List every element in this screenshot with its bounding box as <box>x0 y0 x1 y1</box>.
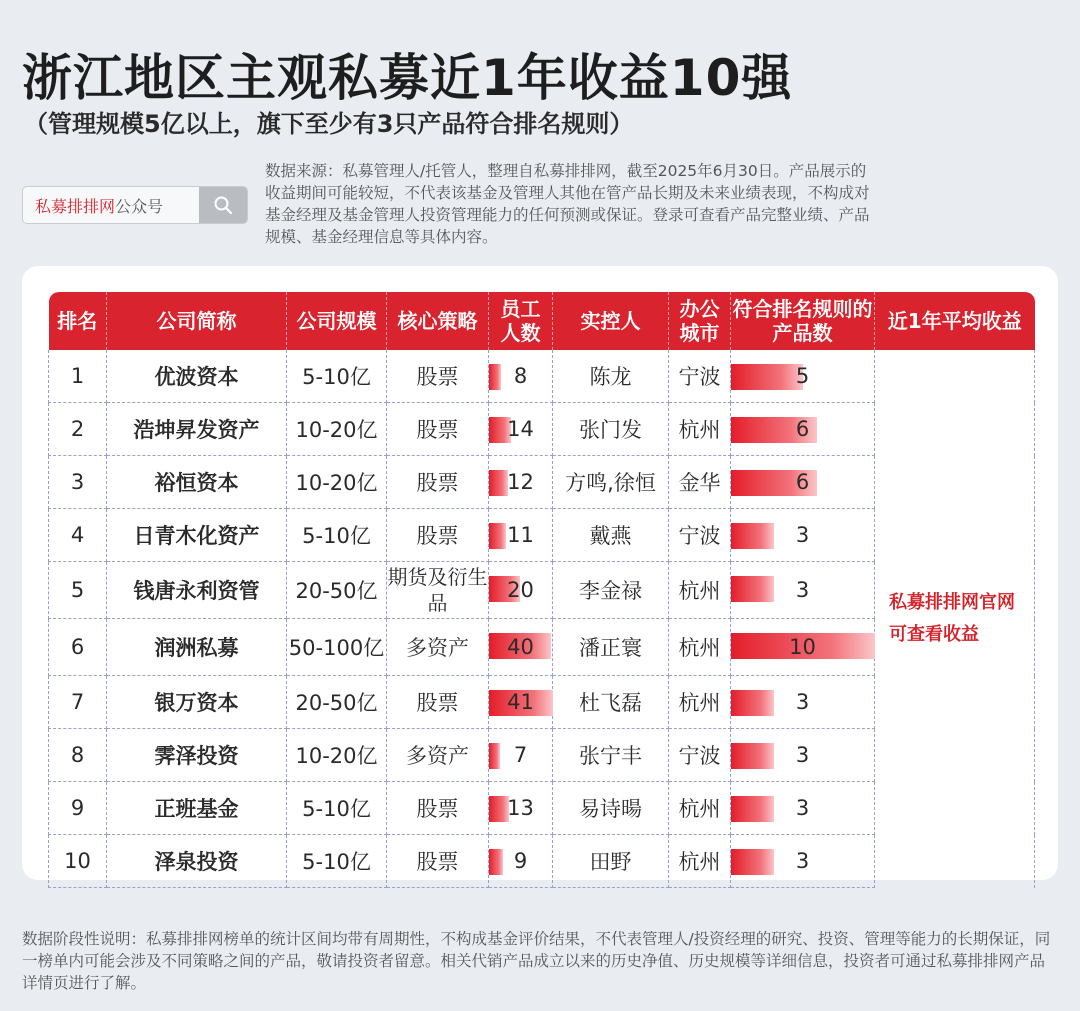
products-bar <box>731 523 774 549</box>
header-controller: 实控人 <box>553 292 669 350</box>
cell-scale: 20-50亿 <box>287 676 387 729</box>
staff-bar <box>489 849 503 875</box>
cell-controller: 田野 <box>553 835 669 888</box>
cell-controller: 张门发 <box>553 403 669 456</box>
cell-city: 宁波 <box>669 350 731 403</box>
cell-rank: 3 <box>49 456 107 509</box>
header-city-text: 办公城市 <box>679 297 720 345</box>
cell-city: 金华 <box>669 456 731 509</box>
header-return: 近1年平均收益 <box>875 292 1035 350</box>
header-products-text: 符合排名规则的产品数 <box>732 297 873 345</box>
cell-controller: 易诗暘 <box>553 782 669 835</box>
cell-rank: 8 <box>49 729 107 782</box>
cell-company: 优波资本 <box>107 350 287 403</box>
table-header-row <box>49 292 1035 350</box>
staff-value: 13 <box>507 796 534 820</box>
cell-strategy: 股票 <box>387 403 489 456</box>
cell-controller: 方鸣,徐恒 <box>553 456 669 509</box>
search-suffix: 公众号 <box>115 196 164 216</box>
cell-scale: 10-20亿 <box>287 403 387 456</box>
search-button[interactable] <box>199 187 247 223</box>
staff-value: 41 <box>507 690 534 714</box>
products-value: 10 <box>789 635 816 659</box>
staff-value: 40 <box>507 635 534 659</box>
cell-products <box>731 350 875 403</box>
header-scale: 公司规模 <box>287 292 387 350</box>
staff-bar <box>489 364 501 390</box>
cell-scale: 10-20亿 <box>287 729 387 782</box>
cell-rank: 9 <box>49 782 107 835</box>
cell-strategy: 股票 <box>387 782 489 835</box>
header-staff <box>489 292 553 350</box>
cell-scale: 5-10亿 <box>287 782 387 835</box>
cell-strategy: 股票 <box>387 509 489 562</box>
products-value: 3 <box>795 849 810 873</box>
cell-city: 杭州 <box>669 676 731 729</box>
cell-products <box>731 403 875 456</box>
page-subtitle: （管理规模5亿以上，旗下至少有3只产品符合排名规则） <box>24 110 634 138</box>
ranking-table <box>48 292 1035 888</box>
cell-scale: 20-50亿 <box>287 562 387 619</box>
cell-strategy: 多资产 <box>387 729 489 782</box>
cell-company: 正班基金 <box>107 782 287 835</box>
cell-products <box>731 729 875 782</box>
staff-value: 12 <box>507 470 534 494</box>
staff-bar <box>489 470 508 496</box>
staff-value: 20 <box>507 578 534 602</box>
return-note[interactable] <box>875 587 1034 651</box>
cell-staff <box>489 619 553 676</box>
products-value: 3 <box>795 690 810 714</box>
search-input[interactable] <box>23 194 199 217</box>
cell-products <box>731 509 875 562</box>
cell-city: 宁波 <box>669 729 731 782</box>
cell-controller: 杜飞磊 <box>553 676 669 729</box>
products-value: 6 <box>795 470 810 494</box>
cell-company: 润洲私募 <box>107 619 287 676</box>
cell-staff <box>489 456 553 509</box>
cell-strategy: 期货及衍生品 <box>387 562 489 619</box>
cell-rank: 10 <box>49 835 107 888</box>
cell-controller: 潘正寰 <box>553 619 669 676</box>
staff-bar <box>489 796 509 822</box>
products-value: 3 <box>795 796 810 820</box>
search-brand: 私募排排网 <box>35 196 116 216</box>
cell-scale: 10-20亿 <box>287 456 387 509</box>
return-cell <box>875 350 1035 888</box>
staff-value: 11 <box>507 523 534 547</box>
cell-staff <box>489 509 553 562</box>
search-box[interactable] <box>22 186 248 224</box>
cell-staff <box>489 403 553 456</box>
cell-products <box>731 562 875 619</box>
cell-staff <box>489 835 553 888</box>
cell-scale: 50-100亿 <box>287 619 387 676</box>
cell-products <box>731 456 875 509</box>
cell-rank: 4 <box>49 509 107 562</box>
cell-city: 杭州 <box>669 619 731 676</box>
cell-company: 浩坤昇发资产 <box>107 403 287 456</box>
cell-strategy: 股票 <box>387 676 489 729</box>
cell-products <box>731 619 875 676</box>
cell-scale: 5-10亿 <box>287 350 387 403</box>
cell-rank: 2 <box>49 403 107 456</box>
header-strategy: 核心策略 <box>387 292 489 350</box>
products-bar <box>731 576 774 602</box>
header-rank: 排名 <box>49 292 107 350</box>
cell-company: 裕恒资本 <box>107 456 287 509</box>
cell-strategy: 多资产 <box>387 619 489 676</box>
header-company: 公司简称 <box>107 292 287 350</box>
header-staff-text: 员工人数 <box>500 297 541 345</box>
header-city <box>669 292 731 350</box>
ranking-card <box>22 266 1058 880</box>
disclaimer-note: 数据阶段性说明：私募排排网榜单的统计区间均带有周期性，不构成基金评价结果，不代表管理人/投资经理的研究、投资、管理等能力的长期保证，同一榜单内可能会涉及不同策略之间的产品，敬请投资者留意。相关代销产品成立以来的历史净值、历史规模等详细信息，投资者可通过私募排排网产品详情页进行了解。 <box>22 930 1051 992</box>
cell-rank: 7 <box>49 676 107 729</box>
cell-products <box>731 782 875 835</box>
cell-company: 钱唐永利资管 <box>107 562 287 619</box>
page-title: 浙江地区主观私募近1年收益10强 <box>22 49 793 107</box>
cell-city: 杭州 <box>669 835 731 888</box>
cell-controller: 李金禄 <box>553 562 669 619</box>
cell-controller: 陈龙 <box>553 350 669 403</box>
cell-staff <box>489 562 553 619</box>
staff-value: 8 <box>513 364 528 388</box>
cell-company: 泽泉投资 <box>107 835 287 888</box>
products-value: 3 <box>795 743 810 767</box>
staff-value: 9 <box>513 849 528 873</box>
cell-controller: 张宁丰 <box>553 729 669 782</box>
cell-city: 杭州 <box>669 403 731 456</box>
return-note-line1: 私募排排网官网 <box>889 591 1015 613</box>
products-bar <box>731 364 803 390</box>
cell-scale: 5-10亿 <box>287 509 387 562</box>
products-bar <box>731 796 774 822</box>
cell-staff <box>489 350 553 403</box>
cell-staff <box>489 729 553 782</box>
cell-strategy: 股票 <box>387 456 489 509</box>
cell-rank: 6 <box>49 619 107 676</box>
table-row <box>49 350 1035 403</box>
cell-company: 霁泽投资 <box>107 729 287 782</box>
cell-staff <box>489 782 553 835</box>
cell-controller: 戴燕 <box>553 509 669 562</box>
products-value: 3 <box>795 578 810 602</box>
cell-city: 杭州 <box>669 562 731 619</box>
header-products <box>731 292 875 350</box>
cell-products <box>731 676 875 729</box>
products-value: 6 <box>795 417 810 441</box>
cell-staff <box>489 676 553 729</box>
products-bar <box>731 743 774 769</box>
staff-bar <box>489 523 506 549</box>
products-bar <box>731 690 774 716</box>
products-bar <box>731 849 774 875</box>
staff-value: 7 <box>513 743 528 767</box>
cell-products <box>731 835 875 888</box>
cell-company: 日青木化资产 <box>107 509 287 562</box>
cell-rank: 1 <box>49 350 107 403</box>
data-source-note: 数据来源：私募管理人/托管人，整理自私募排排网，截至2025年6月30日。产品展示的收益期间可能较短，不代表该基金及管理人其他在管产品长期及未来业绩表现，不构成对基金经理及基金管理人投资管理能力的任何预测或保证。登录可查看产品完整业绩、产品规模、基金经理信息等具体内容。 <box>265 162 870 246</box>
cell-company: 银万资本 <box>107 676 287 729</box>
cell-city: 杭州 <box>669 782 731 835</box>
search-icon <box>213 195 233 215</box>
cell-strategy: 股票 <box>387 350 489 403</box>
cell-scale: 5-10亿 <box>287 835 387 888</box>
cell-strategy: 股票 <box>387 835 489 888</box>
return-note-line2: 可查看收益 <box>889 623 979 645</box>
products-value: 3 <box>795 523 810 547</box>
staff-bar <box>489 743 500 769</box>
cell-rank: 5 <box>49 562 107 619</box>
staff-value: 14 <box>507 417 534 441</box>
products-value: 5 <box>795 364 810 388</box>
cell-city: 宁波 <box>669 509 731 562</box>
